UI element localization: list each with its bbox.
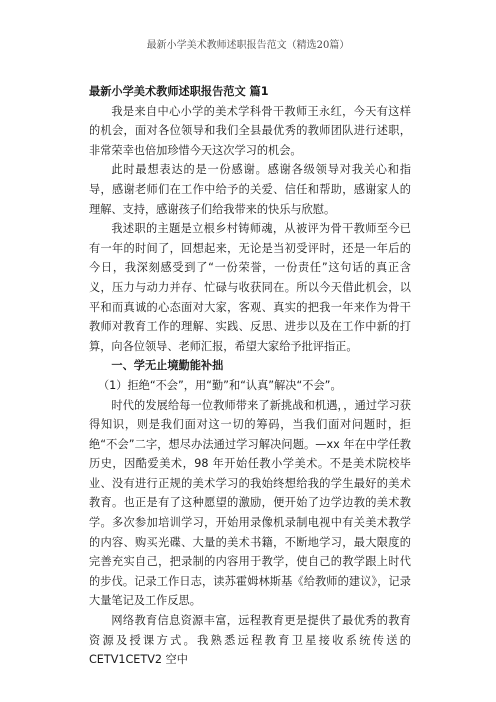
paragraph: 我是来自中心小学的美术学科骨干教师王永红，今天有这样的机会，面对各位领导和我们全县最优秀的教师团队进行述职，非常荣幸也倍加珍惜今天这次学习的机会。 xyxy=(89,104,411,157)
document-title: 最新小学美术教师述职报告范文 篇1 xyxy=(89,85,269,98)
section-heading: 一、学无止境勤能补拙 xyxy=(111,359,224,373)
document-body xyxy=(89,82,411,670)
paragraph: 此时最想表达的是一份感谢。感谢各级领导对我关心和指导，感谢老师们在工作中给予的关爱、信任和帮助，感谢家人的理解、支持，感谢孩子们给我带来的快乐与欣慰。 xyxy=(89,163,411,216)
paragraph: 时代的发展给每一位教师带来了新挑战和机遇，，通过学习获得知识，则是我们面对这一切的筹码，当我们面对问题时，拒绝“不会”二字，想尽办法通过学习解决问题。—xx 年在中学任教历史，因酷爱美术，98 年开始任教小学美术。不是美术院校毕业、没有进行正规的美术学习的我始终想给我的学生最好的美术教育。也正是有了这种愿望的激励，便开始了边学边教的美术教学。多次参加培训学习，开始用录像机录制电视中有关美术教学的内容、购买光碟、大量的美术书籍，不断地学习，最大限度的完善充实自己，把录制的内容用于教学，使自己的教学跟上时代的步伐。记录工作日志，读苏霍姆林斯基《给教师的建议》，记录大量笔记及工作反思。 xyxy=(89,398,411,608)
list-item: （1）拒绝“不会”，用“勤”和“认真”解决“不会”。 xyxy=(97,378,342,392)
paragraph: 网络教育信息资源丰富，远程教育更是提供了最优秀的教育资源及授课方式。我熟悉远程教育卫星接收系统传送的 CETV1CETV2 空中 xyxy=(89,614,411,667)
page-header: 最新小学美术教师述职报告范文（精选20篇） xyxy=(146,40,350,51)
paragraph: 我述职的主题是立根乡村铸师魂，从被评为骨干教师至今已有一年的时间了，回想起来，无论是当初受评时，还是一年后的今日，我深刻感受到了“一份荣誉，一份责任”这句话的真正含义，压力与动力并存、忙碌与收获同在。所以今天借此机会，以平和而真诚的心态面对大家，客观、真实的把我一年来作为骨干教师对教育工作的理解、实践、反思、进步以及在工作中新的打算，向各位领导、老师汇报，希望大家给予批评指正。 xyxy=(89,222,411,353)
